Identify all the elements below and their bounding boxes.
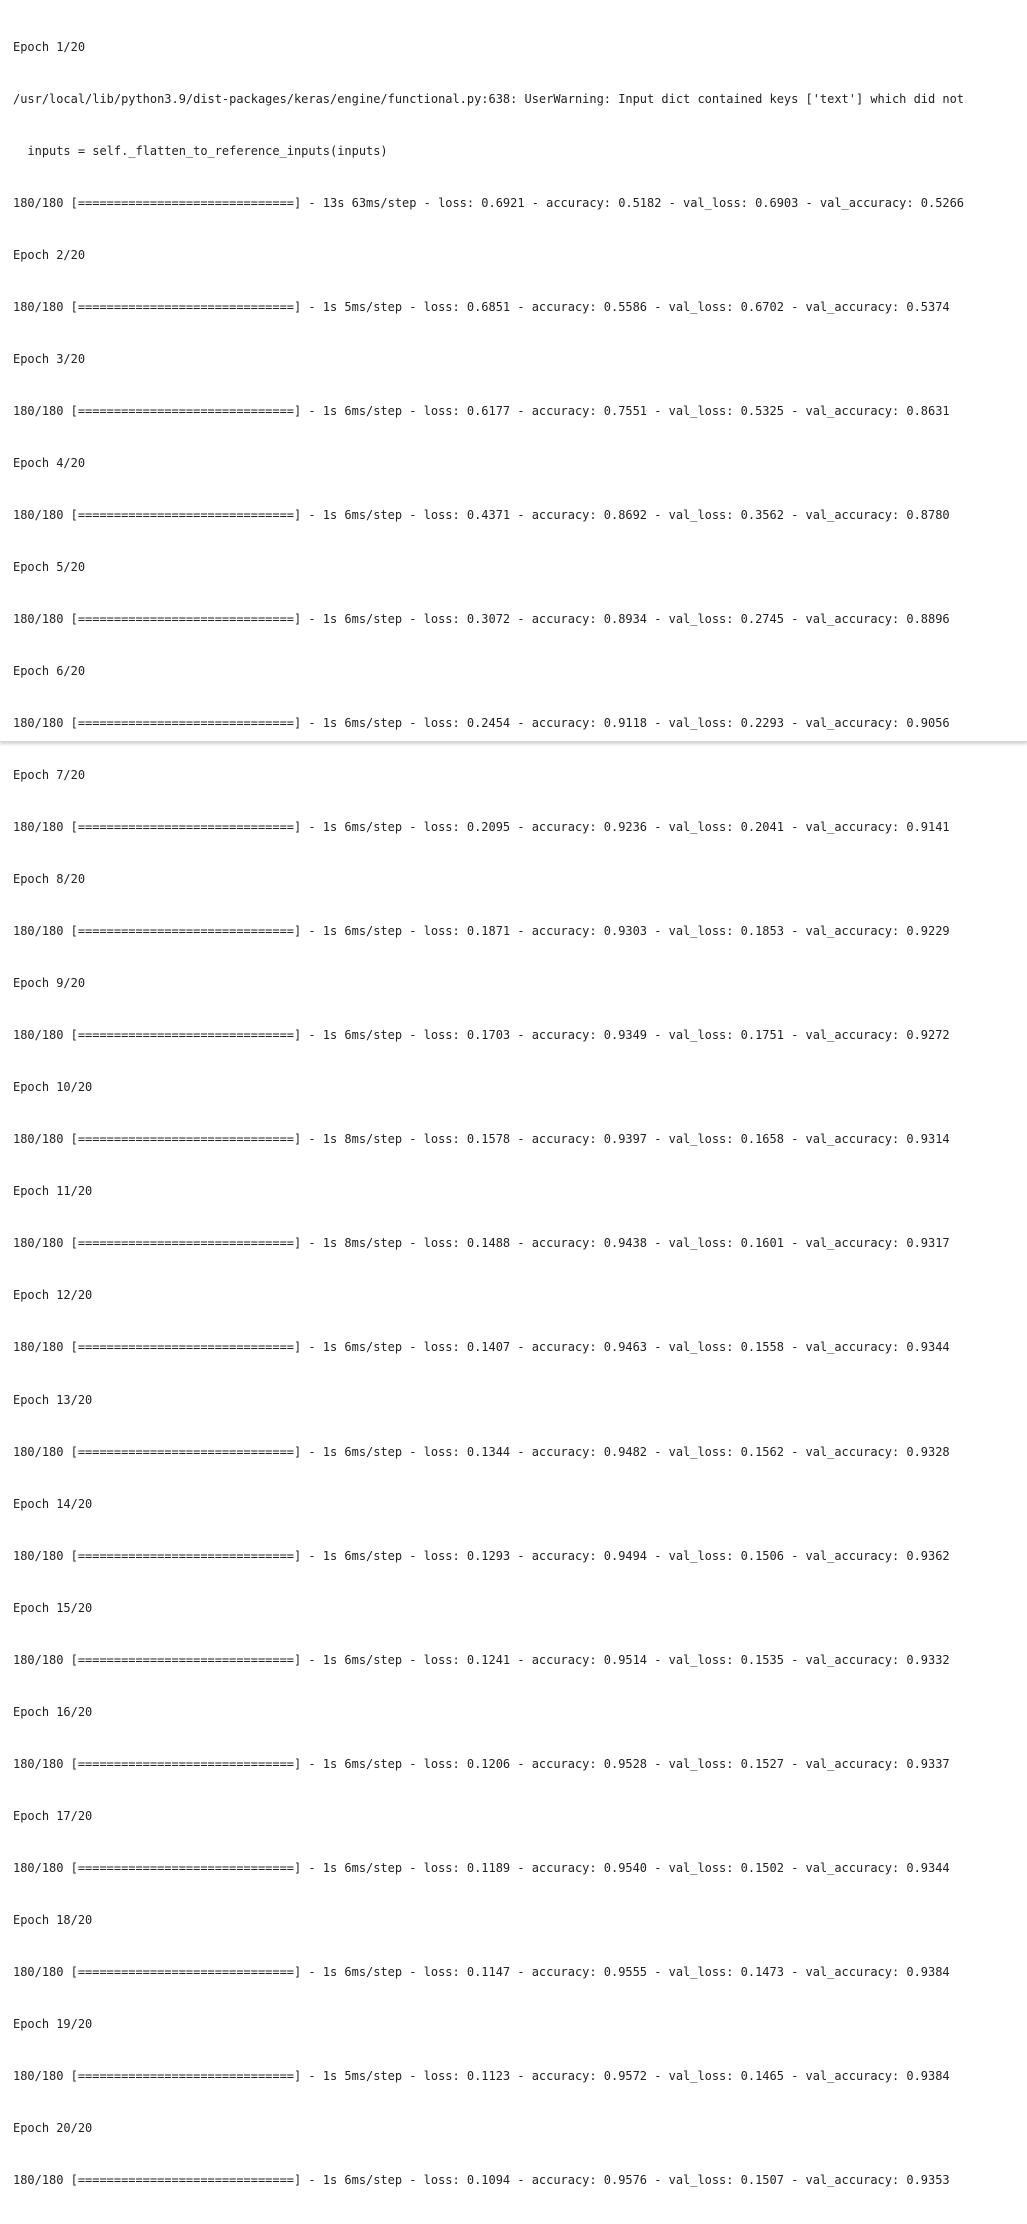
- log-line-progress: 180/180 [==============================] - 1s 6ms/step - loss: 0.1189 - accuracy: 0.9540 - val_loss: 0.1502 - val_accuracy: 0.9344: [13, 1860, 950, 1875]
- log-line-progress: 180/180 [==============================] - 1s 5ms/step - loss: 0.1123 - accuracy: 0.9572 - val_loss: 0.1465 - val_accuracy: 0.9384: [13, 2068, 950, 2083]
- log-line-epoch-header: Epoch 16/20: [13, 1704, 93, 1719]
- log-line-epoch-header: Epoch 8/20: [13, 872, 86, 887]
- log-line-progress: 180/180 [==============================] - 1s 6ms/step - loss: 0.1094 - accuracy: 0.9576 - val_loss: 0.1507 - val_accuracy: 0.9353: [13, 2172, 950, 2187]
- log-line-epoch-header: Epoch 18/20: [13, 1912, 93, 1927]
- log-line-progress: 180/180 [==============================] - 1s 6ms/step - loss: 0.1293 - accuracy: 0.9494 - val_loss: 0.1506 - val_accuracy: 0.9362: [13, 1548, 950, 1563]
- log-line-progress: 180/180 [==============================] - 1s 5ms/step - loss: 0.6851 - accuracy: 0.5586 - val_loss: 0.6702 - val_accuracy: 0.5374: [13, 299, 950, 314]
- log-line-progress: 180/180 [==============================] - 1s 6ms/step - loss: 0.1206 - accuracy: 0.9528 - val_loss: 0.1527 - val_accuracy: 0.9337: [13, 1756, 950, 1771]
- log-line-progress: 180/180 [==============================] - 1s 6ms/step - loss: 0.4371 - accuracy: 0.8692 - val_loss: 0.3562 - val_accuracy: 0.8780: [13, 507, 950, 522]
- log-line-progress: 180/180 [==============================] - 13s 63ms/step - loss: 0.6921 - accuracy: 0.5182 - val_loss: 0.6903 - val_accuracy: 0.5266: [13, 195, 965, 210]
- log-line-progress: 180/180 [==============================] - 1s 6ms/step - loss: 0.2095 - accuracy: 0.9236 - val_loss: 0.2041 - val_accuracy: 0.9141: [13, 820, 950, 835]
- log-line-epoch-header: Epoch 6/20: [13, 664, 86, 679]
- log-line-progress: 180/180 [==============================] - 1s 6ms/step - loss: 0.1241 - accuracy: 0.9514 - val_loss: 0.1535 - val_accuracy: 0.9332: [13, 1652, 950, 1667]
- log-line-progress: 180/180 [==============================] - 1s 6ms/step - loss: 0.1344 - accuracy: 0.9482 - val_loss: 0.1562 - val_accuracy: 0.9328: [13, 1444, 950, 1459]
- log-line-epoch-header: Epoch 10/20: [13, 1080, 93, 1095]
- log-line-progress: 180/180 [==============================] - 1s 6ms/step - loss: 0.1147 - accuracy: 0.9555 - val_loss: 0.1473 - val_accuracy: 0.9384: [13, 1964, 950, 1979]
- log-line-epoch-header: Epoch 20/20: [13, 2120, 93, 2135]
- log-line-warning-source: inputs = self._flatten_to_reference_inputs(inputs): [13, 143, 388, 158]
- log-line-epoch-header: Epoch 19/20: [13, 2016, 93, 2031]
- log-line-epoch-header: Epoch 9/20: [13, 976, 86, 991]
- log-line-epoch-header: Epoch 1/20: [13, 39, 86, 54]
- log-line-epoch-header: Epoch 11/20: [13, 1184, 93, 1199]
- log-line-epoch-header: Epoch 7/20: [13, 768, 86, 783]
- log-line-epoch-header: Epoch 15/20: [13, 1600, 93, 1615]
- log-line-epoch-header: Epoch 13/20: [13, 1392, 93, 1407]
- log-line-progress: 180/180 [==============================] - 1s 6ms/step - loss: 0.1703 - accuracy: 0.9349 - val_loss: 0.1751 - val_accuracy: 0.9272: [13, 1028, 950, 1043]
- log-line-epoch-header: Epoch 3/20: [13, 351, 86, 366]
- log-line-epoch-header: Epoch 2/20: [13, 247, 86, 262]
- log-line-epoch-header: Epoch 5/20: [13, 560, 86, 574]
- log-line-epoch-header: Epoch 4/20: [13, 455, 86, 470]
- log-line-epoch-header: Epoch 17/20: [13, 1808, 93, 1823]
- log-line-progress: 180/180 [==============================] - 1s 6ms/step - loss: 0.3072 - accuracy: 0.8934 - val_loss: 0.2745 - val_accuracy: 0.8896: [13, 612, 950, 627]
- log-line-progress: 180/180 [==============================] - 1s 8ms/step - loss: 0.1488 - accuracy: 0.9438 - val_loss: 0.1601 - val_accuracy: 0.9317: [13, 1236, 950, 1251]
- log-line-progress: 180/180 [==============================] - 1s 6ms/step - loss: 0.6177 - accuracy: 0.7551 - val_loss: 0.5325 - val_accuracy: 0.8631: [13, 403, 950, 418]
- log-line-progress: 180/180 [==============================] - 1s 8ms/step - loss: 0.1578 - accuracy: 0.9397 - val_loss: 0.1658 - val_accuracy: 0.9314: [13, 1132, 950, 1147]
- log-line-epoch-header: Epoch 14/20: [13, 1496, 93, 1511]
- log-line-warning: /usr/local/lib/python3.9/dist-packages/keras/engine/functional.py:638: UserWarning: Input dict contained keys ['text'] which did not: [13, 91, 965, 106]
- log-line-progress: 180/180 [==============================] - 1s 6ms/step - loss: 0.1871 - accuracy: 0.9303 - val_loss: 0.1853 - val_accuracy: 0.9229: [13, 924, 950, 939]
- log-line-progress: 180/180 [==============================] - 1s 6ms/step - loss: 0.2454 - accuracy: 0.9118 - val_loss: 0.2293 - val_accuracy: 0.9056: [13, 716, 950, 731]
- console-output: [13, 4, 1027, 2224]
- log-line-epoch-header: Epoch 12/20: [13, 1288, 93, 1303]
- log-line-progress: 180/180 [==============================] - 1s 6ms/step - loss: 0.1407 - accuracy: 0.9463 - val_loss: 0.1558 - val_accuracy: 0.9344: [13, 1340, 950, 1355]
